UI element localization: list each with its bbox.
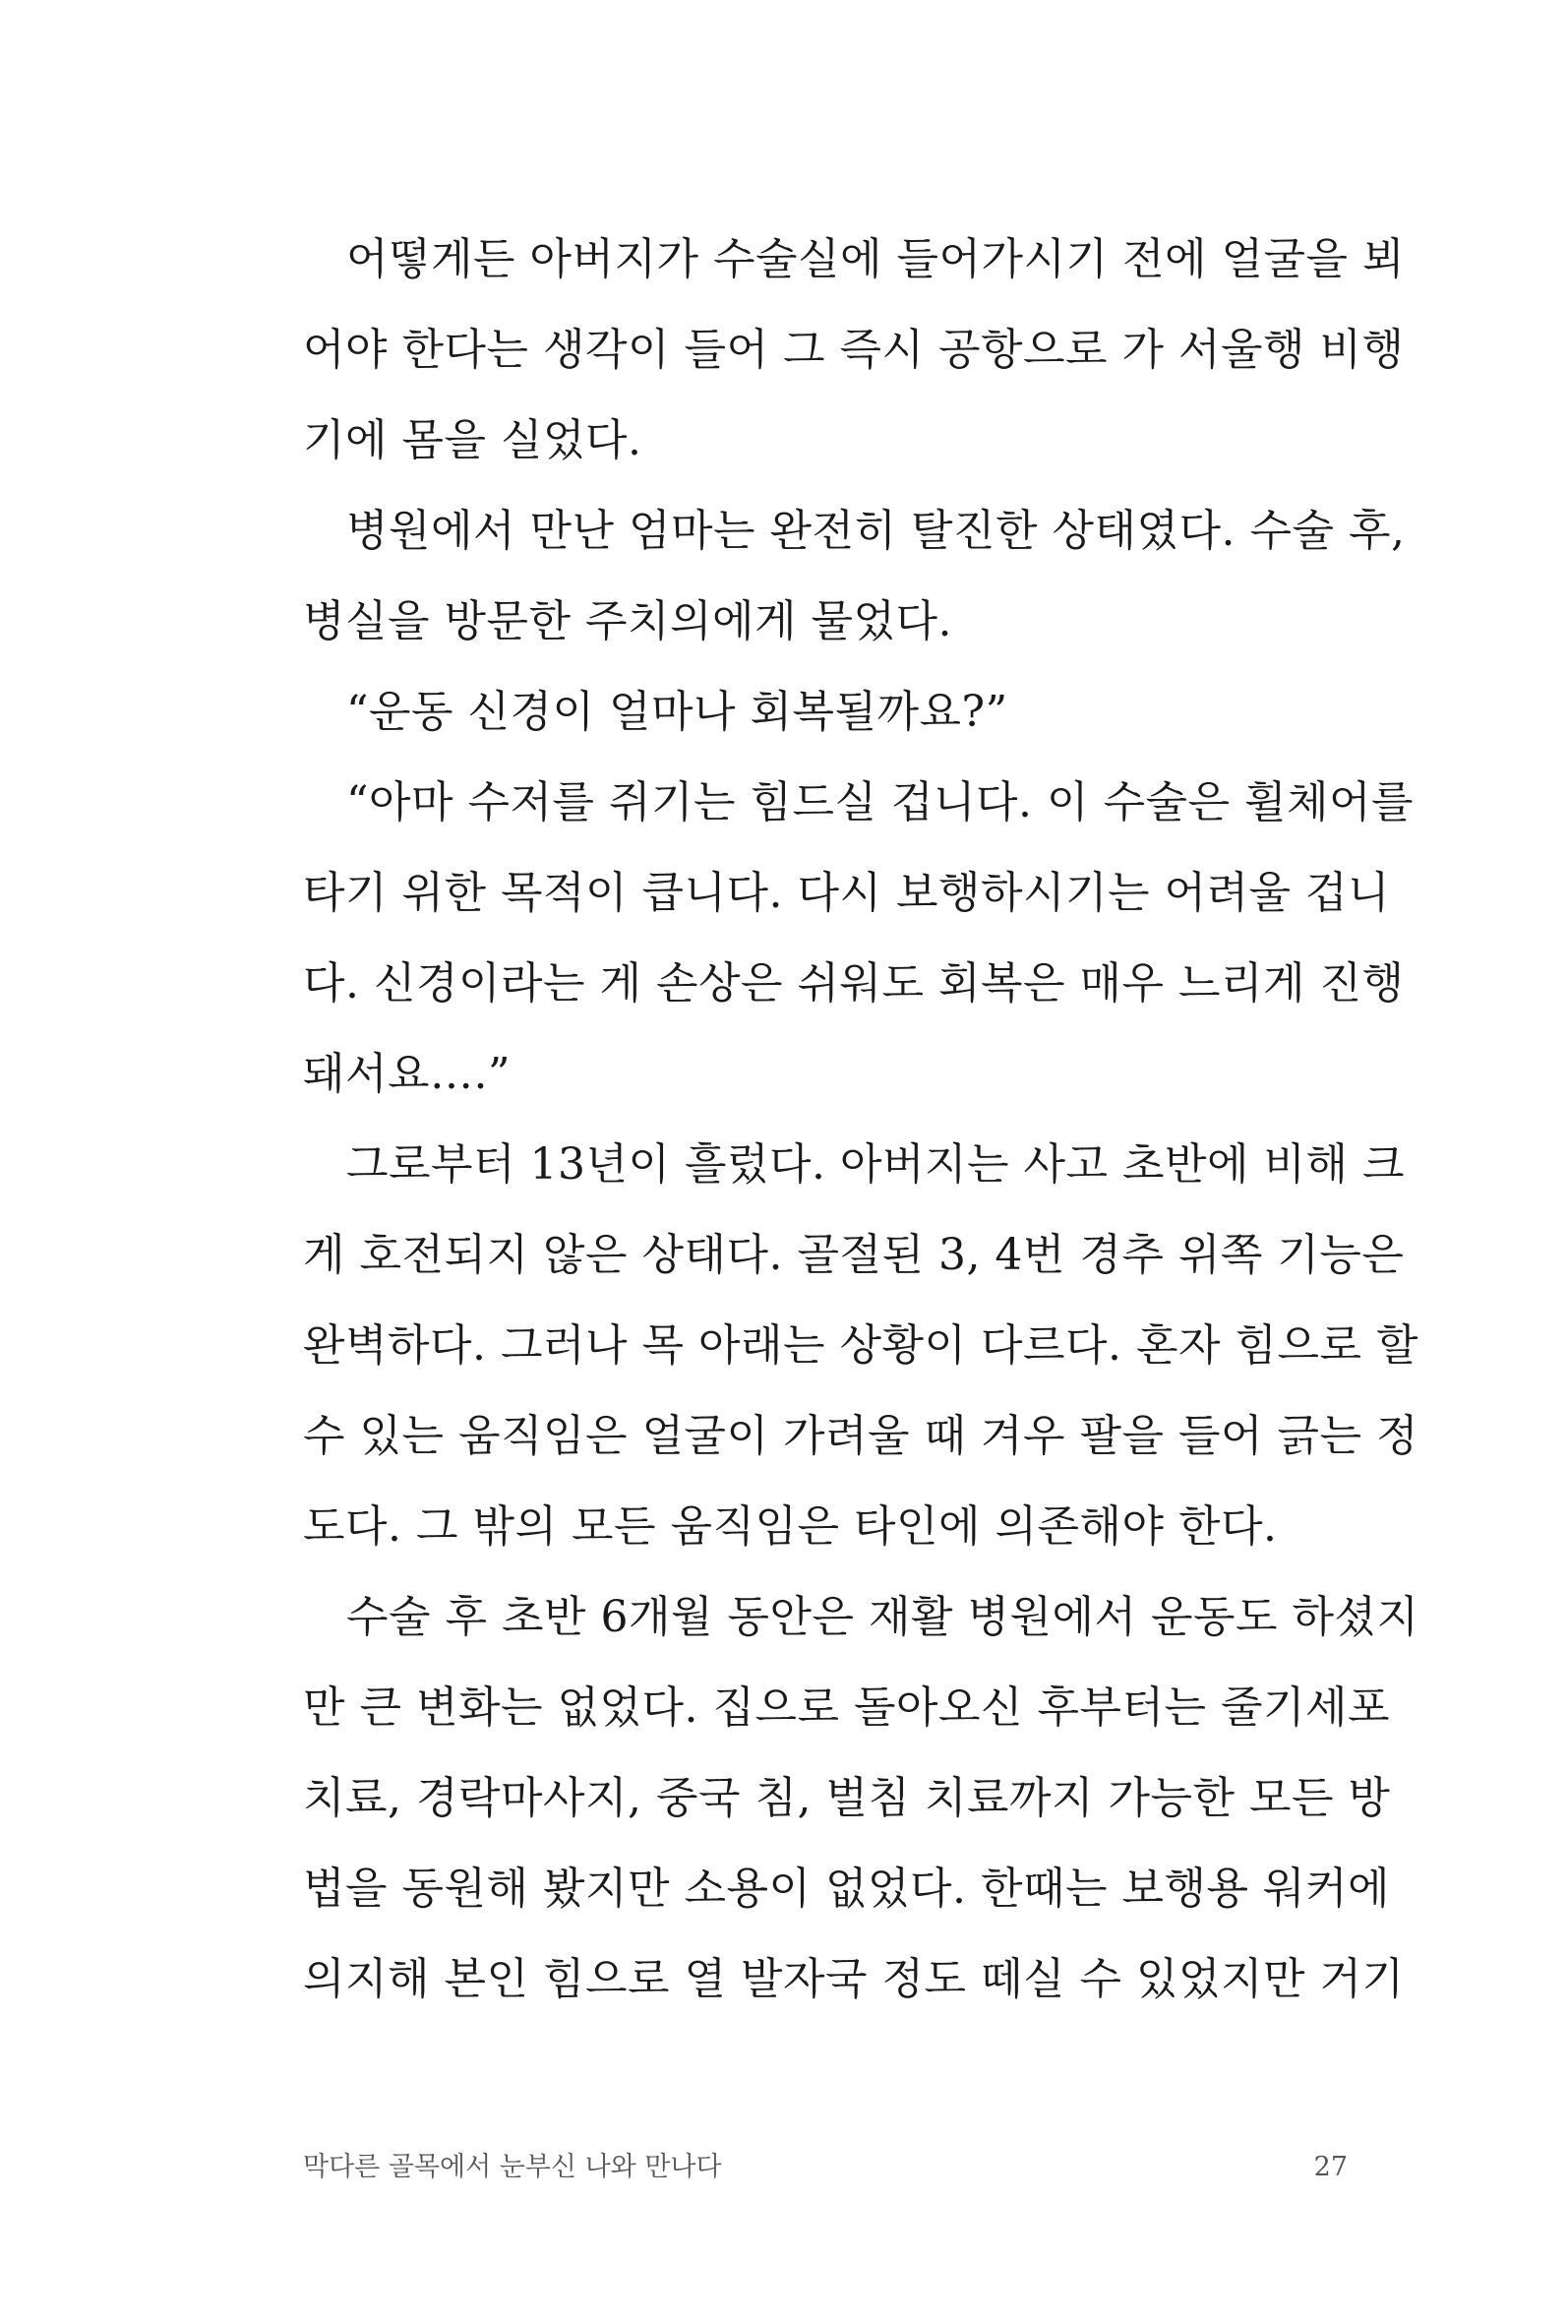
text-line: 병원에서 만난 엄마는 완전히 탈진한 상태였다. 수술 후,	[346, 506, 1406, 556]
text-line: 타기 위한 목적이 큽니다. 다시 보행하시기는 어려울 겁니	[303, 868, 1390, 918]
text-line: 수술 후 초반 6개월 동안은 재활 병원에서 운동도 하셨지	[346, 1592, 1419, 1642]
text-line: 어야 한다는 생각이 들어 그 즉시 공항으로 가 서울행 비행	[303, 325, 1405, 375]
body-text	[303, 214, 1419, 2025]
text-line: 도다. 그 밖의 모든 움직임은 타인에 의존해야 한다.	[303, 1501, 1278, 1552]
text-line: 그로부터 13년이 흘렀다. 아버지는 사고 초반에 비해 크	[346, 1139, 1405, 1190]
text-line: “아마 수저를 쥐기는 힘드실 겁니다. 이 수술은 휠체어를	[346, 777, 1414, 827]
text-line: 다. 신경이라는 게 손상은 쉬워도 회복은 매우 느리게 진행	[303, 958, 1405, 1009]
text-line: 만 큰 변화는 없었다. 집으로 돌아오신 후부터는 줄기세포	[303, 1682, 1390, 1733]
text-line: 의지해 본인 힘으로 열 발자국 정도 떼실 수 있었지만 거기	[303, 1954, 1405, 2004]
text-line: 치료, 경락마사지, 중국 침, 벌침 치료까지 가능한 모든 방	[303, 1773, 1391, 1823]
text-line: “운동 신경이 얼마나 회복될까요?”	[346, 687, 1008, 737]
page-number: 27	[1313, 2152, 1348, 2182]
text-line: 기에 몸을 실었다.	[303, 415, 642, 465]
footer-book-title: 막다른 골목에서 눈부신 나와 만나다	[303, 2152, 722, 2182]
text-line: 완벽하다. 그러나 목 아래는 상황이 다르다. 혼자 힘으로 할	[303, 1320, 1418, 1371]
text-line: 게 호전되지 않은 상태다. 골절된 3, 4번 경추 위쪽 기능은	[303, 1230, 1405, 1280]
text-line: 병실을 방문한 주치의에게 물었다.	[303, 596, 952, 646]
text-line: 돼서요….”	[303, 1049, 511, 1099]
text-line: 수 있는 움직임은 얼굴이 가려울 때 겨우 팔을 들어 긁는 정	[303, 1411, 1418, 1461]
text-line: 법을 동원해 봤지만 소용이 없었다. 한때는 보행용 워커에	[303, 1864, 1390, 1914]
text-line: 어떻게든 아버지가 수술실에 들어가시기 전에 얼굴을 뵈	[346, 234, 1406, 284]
